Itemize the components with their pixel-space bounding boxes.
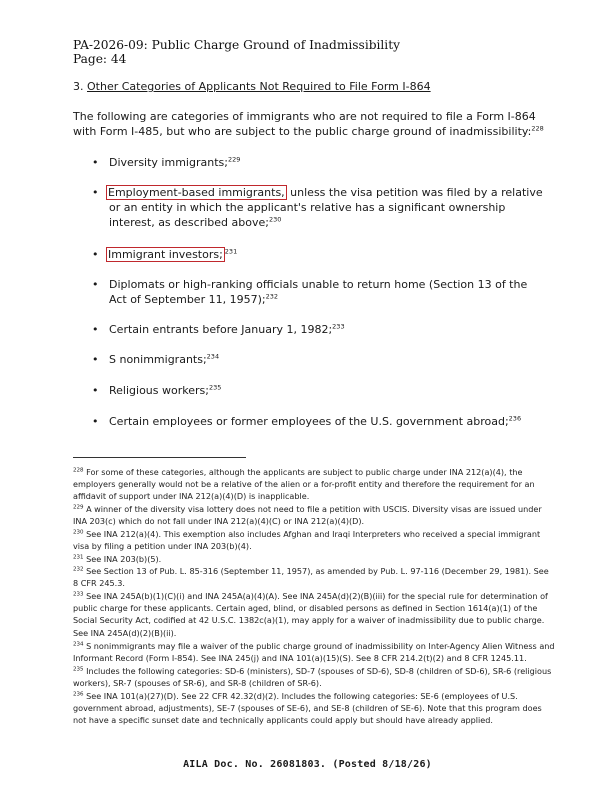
page-footer: AILA Doc. No. 26081803. (Posted 8/18/26): [183, 759, 432, 770]
highlighted-text: Employment-based immigrants,: [108, 186, 285, 199]
footnote-ref: 231: [224, 247, 238, 256]
footnote-text: See Section 13 of Pub. L. 85-316 (September 11, 1957), as amended by Pub. L. 97-116 (December 29, 1981). See 8 CFR 245.3.: [73, 566, 549, 589]
footnote: [73, 565, 555, 589]
footnote-number: 235: [73, 666, 84, 673]
intro-paragraph: [73, 109, 553, 139]
footnote-text: See INA 101(a)(27)(D). See 22 CFR 42.32(d)(2). Includes the following categories: SE-6 (employees of U.S. government abroad, adjustments), SE-7 (spouses of SE-6), and SE-8 (children of SE-6). Note that this program does not have a specific sunset date and technically applicants could apply but should have already applied.: [73, 691, 542, 726]
footnote-ref: 234: [206, 352, 220, 361]
bullet-icon: •: [92, 278, 99, 291]
footnote-number: 231: [73, 554, 84, 561]
footnote-number: 234: [73, 641, 84, 648]
footnote: [73, 690, 555, 727]
footnote-ref: 235: [208, 383, 222, 392]
list-item-text: Certain entrants before January 1, 1982;: [109, 323, 333, 336]
footnote: [73, 665, 555, 689]
page-header-title: PA-2026-09: Public Charge Ground of Inadmissibility: [73, 38, 400, 52]
footnote-number: 228: [73, 467, 84, 474]
section-heading: [73, 80, 431, 94]
footnote-number: 236: [73, 691, 84, 698]
bullet-icon: •: [92, 415, 99, 428]
page-number: Page: 44: [73, 52, 127, 66]
section-number: 3.: [73, 80, 84, 93]
list-item-text: unless the visa petition was filed by a relative or an entity in which the applicant's relative has a significant ownership interest, as described above;: [109, 186, 543, 229]
footnote-text: S nonimmigrants may file a waiver of the public charge ground of inadmissibility on Inter-Agency Alien Witness and Informant Record (Form I-854). See INA 245(j) and INA 101(a)(15)(S). See 8 CFR 214.2(t)(2) and 8 CFR 1245.11.: [73, 641, 555, 664]
section-title: Other Categories of Applicants Not Required to File Form I-864: [87, 80, 431, 93]
footnote: [73, 590, 555, 639]
footnote-number: 232: [73, 566, 84, 573]
footnote: [73, 503, 555, 527]
list-item-text: Diplomats or high-ranking officials unable to return home (Section 13 of the Act of September 11, 1957);: [109, 278, 528, 306]
footnote-ref: 228: [531, 124, 544, 133]
list-item-text: Diversity immigrants;: [109, 156, 228, 169]
footnote-text: A winner of the diversity visa lottery does not need to file a petition with USCIS. Diversity visas are issued under INA 203(c) which do not fall under INA 212(a)(4)(C) or INA 212(a)(4)(D).: [73, 504, 542, 527]
footnote-divider: [73, 457, 246, 458]
highlighted-text: Immigrant investors;: [108, 248, 223, 261]
footnote-ref: 230: [268, 215, 282, 224]
list-item-text: Religious workers;: [109, 384, 209, 397]
footnote-ref: 232: [265, 292, 278, 301]
footnote-text: See INA 245A(b)(1)(C)(i) and INA 245A(a)(4)(A). See INA 245A(d)(2)(B)(iii) for the special rule for determination of public charge for these applicants. Certain aged, blind, or disabled persons as defined in Section 1614(a)(1) of the Social Security Act, codified at 42 U.S.C. 1382c(a)(1), may apply for a waiver of inadmissibility due to public charge. See INA 245A(d)(2)(B)(ii).: [73, 591, 548, 638]
footnote: [73, 528, 555, 552]
bullet-icon: •: [92, 186, 99, 199]
footnote-number: 229: [73, 504, 84, 511]
bullet-icon: •: [92, 323, 99, 336]
list-item-text: S nonimmigrants;: [109, 353, 207, 366]
footnote-text: For some of these categories, although the applicants are subject to public charge under INA 212(a)(4), the employers generally would not be a relative of the alien or a for-profit entity and therefore the requirement for an affidavit of support under INA 212(a)(4)(D) is inapplicable.: [73, 467, 535, 502]
bullet-icon: •: [92, 384, 99, 397]
footnote-text: See INA 203(b)(5).: [83, 554, 162, 564]
list-item-text: Certain employees or former employees of the U.S. government abroad;: [109, 415, 509, 428]
bullet-icon: •: [92, 156, 99, 169]
footnote-ref: 236: [508, 414, 522, 423]
footnote-number: 230: [73, 529, 84, 536]
footnote-number: 233: [73, 591, 84, 598]
footnote: [73, 466, 555, 503]
footnote-ref: 229: [227, 155, 241, 164]
intro-text: The following are categories of immigrants who are not required to file a Form I-864 with Form I-485, but who are subject to the public charge ground of inadmissibility:: [73, 110, 536, 138]
bullet-icon: •: [92, 353, 99, 366]
footnote-text: See INA 212(a)(4). This exemption also includes Afghan and Iraqi Interpreters who received a special immigrant visa by filing a petition under INA 203(b)(4).: [73, 529, 541, 552]
bullet-icon: •: [92, 248, 99, 261]
footnote: [73, 640, 555, 664]
footnote-ref: 233: [332, 322, 345, 331]
footnote: [73, 553, 555, 565]
footnote-text: Includes the following categories: SD-6 (ministers), SD-7 (spouses of SD-6), SD-8 (children of SD-6), SR-6 (religious workers), SR-7 (spouses of SR-6), and SR-8 (children of SR-6).: [73, 666, 552, 689]
